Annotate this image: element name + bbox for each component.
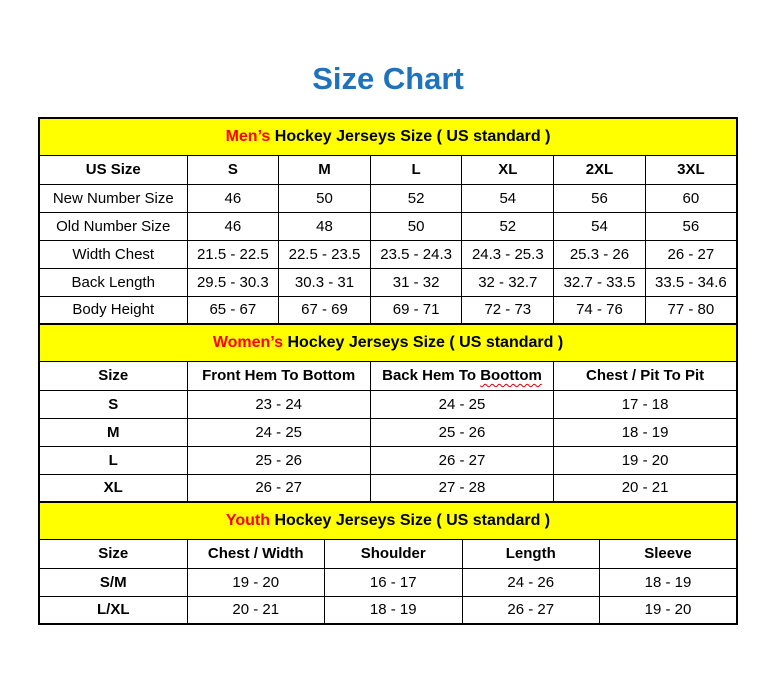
womens-section-title-accent: Women’s bbox=[212, 333, 284, 351]
size-value: 67 - 69 bbox=[279, 296, 371, 324]
column-header: 3XL bbox=[645, 155, 737, 184]
table-row bbox=[39, 568, 737, 596]
youth-section-band bbox=[39, 502, 737, 539]
size-value: 32.7 - 33.5 bbox=[554, 268, 646, 296]
size-value: 27 - 28 bbox=[370, 474, 553, 502]
table-row bbox=[39, 296, 737, 324]
mens-size-table bbox=[38, 117, 738, 325]
size-value: 65 - 67 bbox=[187, 296, 279, 324]
youth-section-title-accent: Youth bbox=[225, 511, 270, 529]
size-value: 18 - 19 bbox=[600, 568, 738, 596]
size-value: 26 - 27 bbox=[462, 596, 600, 624]
row-label: M bbox=[39, 418, 187, 446]
size-value: 24 - 26 bbox=[462, 568, 600, 596]
youth-size-table bbox=[38, 501, 738, 625]
row-label: S/M bbox=[39, 568, 187, 596]
column-header: XL bbox=[462, 155, 554, 184]
size-value: 50 bbox=[279, 184, 371, 212]
column-header-row bbox=[39, 361, 737, 390]
table-row bbox=[39, 418, 737, 446]
size-value: 19 - 20 bbox=[187, 568, 325, 596]
size-value: 26 - 27 bbox=[187, 474, 370, 502]
size-value: 16 - 17 bbox=[325, 568, 463, 596]
size-value: 46 bbox=[187, 184, 279, 212]
size-value: 19 - 20 bbox=[600, 596, 738, 624]
youth-section-title bbox=[39, 502, 737, 539]
mens-section-title-rest: Hockey Jerseys Size ( US standard ) bbox=[270, 127, 551, 145]
table-row bbox=[39, 390, 737, 418]
size-value: 22.5 - 23.5 bbox=[279, 240, 371, 268]
size-value: 24.3 - 25.3 bbox=[462, 240, 554, 268]
size-value: 25.3 - 26 bbox=[554, 240, 646, 268]
column-header: Size bbox=[39, 361, 187, 390]
column-header: L bbox=[370, 155, 462, 184]
misspelled-word: Boottom bbox=[480, 367, 542, 385]
size-value: 23 - 24 bbox=[187, 390, 370, 418]
size-value: 33.5 - 34.6 bbox=[645, 268, 737, 296]
row-label: XL bbox=[39, 474, 187, 502]
size-value: 26 - 27 bbox=[645, 240, 737, 268]
row-label: L/XL bbox=[39, 596, 187, 624]
size-value: 20 - 21 bbox=[187, 596, 325, 624]
womens-section-band bbox=[39, 324, 737, 361]
column-header: M bbox=[279, 155, 371, 184]
size-value: 19 - 20 bbox=[554, 446, 737, 474]
table-row bbox=[39, 268, 737, 296]
table-row bbox=[39, 184, 737, 212]
mens-section-title-accent: Men’s bbox=[225, 127, 271, 145]
column-header: Chest / Pit To Pit bbox=[554, 361, 737, 390]
size-value: 18 - 19 bbox=[554, 418, 737, 446]
womens-section-title-rest: Hockey Jerseys Size ( US standard ) bbox=[283, 333, 564, 351]
column-header: Shoulder bbox=[325, 539, 463, 568]
size-value: 56 bbox=[645, 212, 737, 240]
table-row bbox=[39, 212, 737, 240]
size-value: 29.5 - 30.3 bbox=[187, 268, 279, 296]
size-value: 32 - 32.7 bbox=[462, 268, 554, 296]
column-header-row bbox=[39, 155, 737, 184]
row-label: Width Chest bbox=[39, 240, 187, 268]
size-value: 72 - 73 bbox=[462, 296, 554, 324]
column-header: Chest / Width bbox=[187, 539, 325, 568]
column-header: Back Hem To Boottom bbox=[370, 361, 553, 390]
size-value: 25 - 26 bbox=[370, 418, 553, 446]
row-label: New Number Size bbox=[39, 184, 187, 212]
size-value: 48 bbox=[279, 212, 371, 240]
table-row bbox=[39, 240, 737, 268]
size-value: 25 - 26 bbox=[187, 446, 370, 474]
size-value: 18 - 19 bbox=[325, 596, 463, 624]
size-value: 31 - 32 bbox=[370, 268, 462, 296]
row-label: Back Length bbox=[39, 268, 187, 296]
size-chart-tables bbox=[38, 117, 738, 625]
column-header: Length bbox=[462, 539, 600, 568]
size-value: 60 bbox=[645, 184, 737, 212]
womens-size-table bbox=[38, 323, 738, 503]
size-value: 30.3 - 31 bbox=[279, 268, 371, 296]
mens-section-band bbox=[39, 118, 737, 155]
column-header: US Size bbox=[39, 155, 187, 184]
size-value: 52 bbox=[462, 212, 554, 240]
page-title: Size Chart bbox=[312, 61, 464, 96]
size-value: 20 - 21 bbox=[554, 474, 737, 502]
table-row bbox=[39, 446, 737, 474]
column-header-row bbox=[39, 539, 737, 568]
column-header: Front Hem To Bottom bbox=[187, 361, 370, 390]
size-value: 17 - 18 bbox=[554, 390, 737, 418]
size-value: 21.5 - 22.5 bbox=[187, 240, 279, 268]
size-value: 23.5 - 24.3 bbox=[370, 240, 462, 268]
table-row bbox=[39, 474, 737, 502]
size-value: 24 - 25 bbox=[187, 418, 370, 446]
column-header: Size bbox=[39, 539, 187, 568]
row-label: L bbox=[39, 446, 187, 474]
mens-section-title bbox=[39, 118, 737, 155]
size-value: 69 - 71 bbox=[370, 296, 462, 324]
column-header: S bbox=[187, 155, 279, 184]
size-value: 74 - 76 bbox=[554, 296, 646, 324]
size-value: 52 bbox=[370, 184, 462, 212]
row-label: Body Height bbox=[39, 296, 187, 324]
column-header: Sleeve bbox=[600, 539, 738, 568]
size-value: 54 bbox=[554, 212, 646, 240]
size-value: 77 - 80 bbox=[645, 296, 737, 324]
size-value: 24 - 25 bbox=[370, 390, 553, 418]
size-value: 56 bbox=[554, 184, 646, 212]
size-value: 50 bbox=[370, 212, 462, 240]
size-value: 26 - 27 bbox=[370, 446, 553, 474]
youth-section-title-rest: Hockey Jerseys Size ( US standard ) bbox=[270, 511, 551, 529]
row-label: Old Number Size bbox=[39, 212, 187, 240]
table-row bbox=[39, 596, 737, 624]
size-value: 54 bbox=[462, 184, 554, 212]
size-value: 46 bbox=[187, 212, 279, 240]
row-label: S bbox=[39, 390, 187, 418]
womens-section-title bbox=[39, 324, 737, 361]
column-header: 2XL bbox=[554, 155, 646, 184]
